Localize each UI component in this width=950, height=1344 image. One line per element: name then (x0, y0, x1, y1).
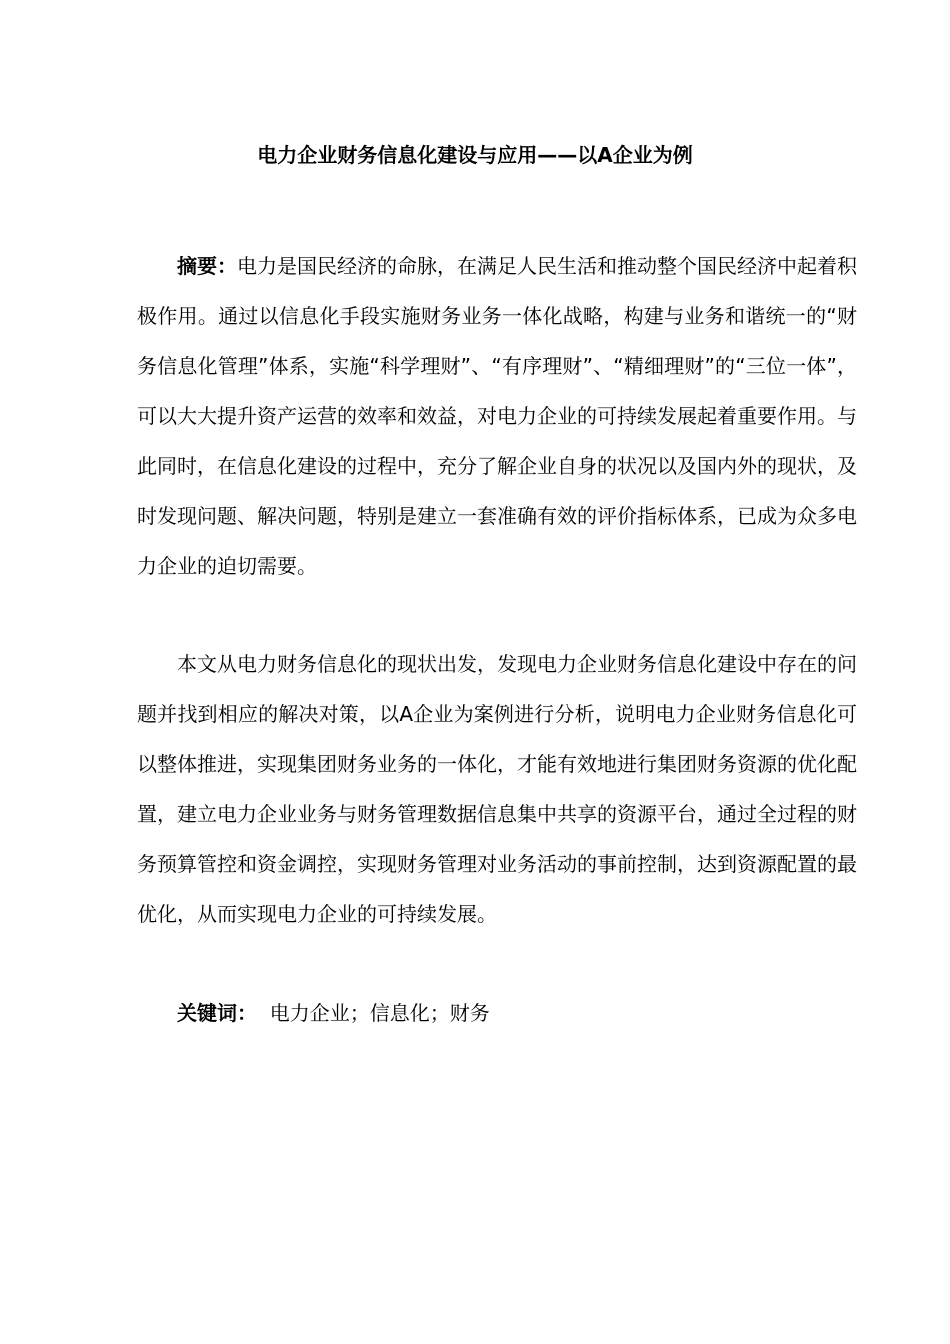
abstract-paragraph (137, 241, 857, 591)
abstract-label: 摘要： (177, 254, 237, 278)
keywords-line (137, 988, 857, 1038)
keywords-text: 电力企业；信息化；财务 (257, 1001, 490, 1025)
keywords-label: 关键词： (177, 1001, 257, 1025)
body-paragraph: 本文从电力财务信息化的现状出发，发现电力企业财务信息化建设中存在的问题并找到相应的解决对策，以A企业为案例进行分析，说明电力企业财务信息化可以整体推进，实现集团财务业务的一体化，才能有效地进行集团财务资源的优化配置，建立电力企业业务与财务管理数据信息集中共享的资源平台，通过全过程的财务预算管控和资金调控，实现财务管理对业务活动的事前控制，达到资源配置的最优化，从而实现电力企业的可持续发展。 (137, 652, 857, 926)
abstract-text: 电力是国民经济的命脉，在满足人民生活和推动整个国民经济中起着积极作用。通过以信息化手段实施财务业务一体化战略，构建与业务和谐统一的“财务信息化管理”体系，实施“科学理财”、“有序理财”、“精细理财”的“三位一体”，可以大大提升资产运营的效率和效益，对电力企业的可持续发展起着重要作用。与此同时，在信息化建设的过程中，充分了解企业自身的状况以及国内外的现状，及时发现问题、解决问题，特别是建立一套准确有效的评价指标体系，已成为众多电力企业的迫切需要。 (137, 254, 857, 578)
document-title: 电力企业财务信息化建设与应用——以A企业为例 (257, 143, 693, 167)
